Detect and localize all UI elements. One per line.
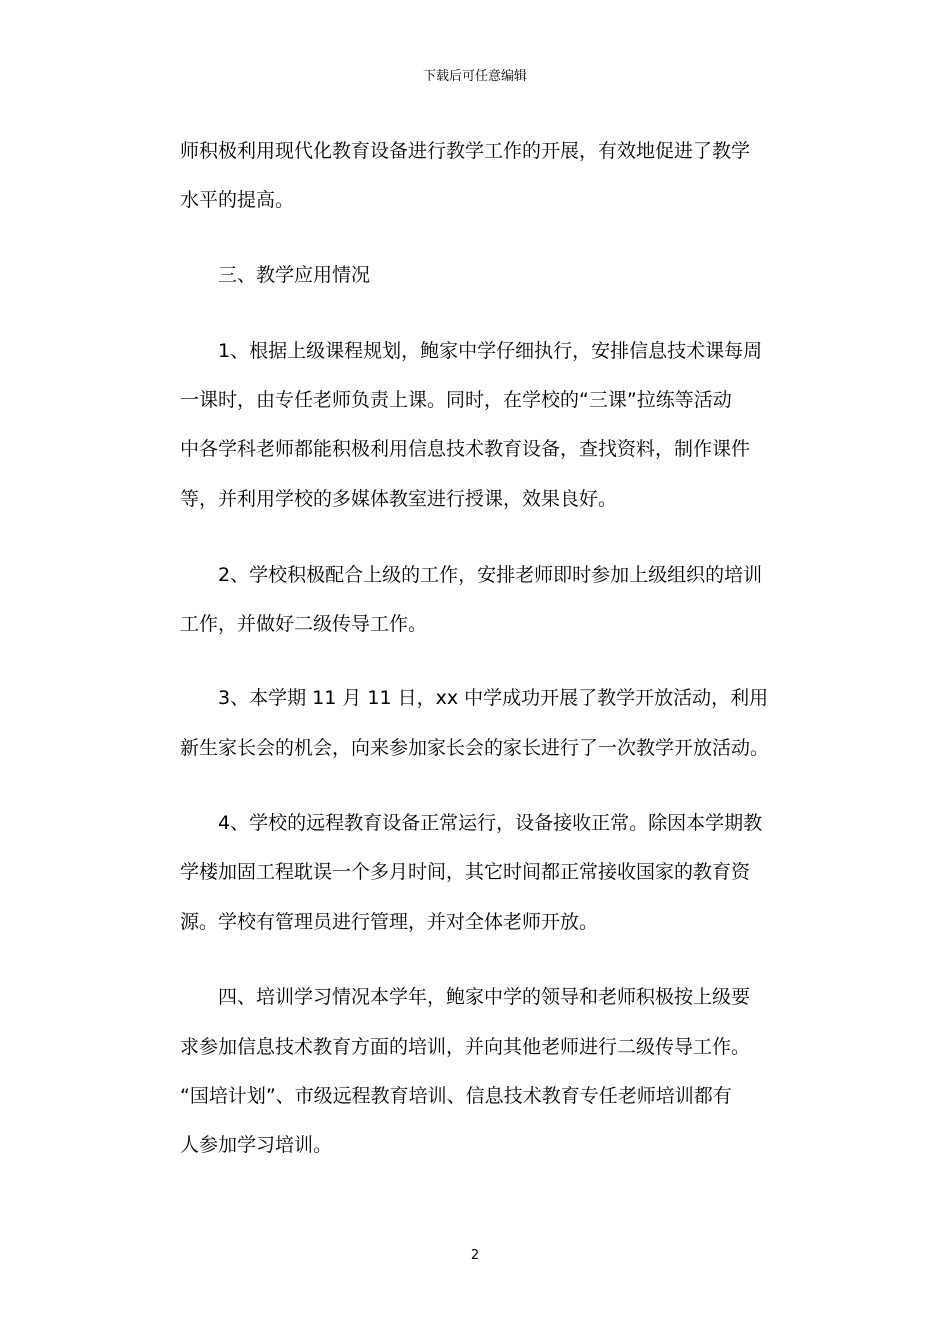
body-line: 2、学校积极配合上级的工作，安排老师即时参加上级组织的培训: [218, 564, 763, 586]
body-line: 等，并利用学校的多媒体教室进行授课，效果良好。: [180, 488, 618, 510]
body-line: 人参加学习培训。: [180, 1134, 333, 1156]
body-line: 4、学校的远程教育设备正常运行，设备接收正常。除因本学期教: [218, 812, 763, 834]
page-number: 2: [470, 1248, 480, 1263]
body-line: 师积极利用现代化教育设备进行教学工作的开展，有效地促进了教学: [180, 140, 751, 162]
body-line: 新生家长会的机会，向来参加家长会的家长进行了一次教学开放活动。: [180, 737, 770, 759]
body-line: 求参加信息技术教育方面的培训，并向其他老师进行二级传导工作。: [180, 1036, 751, 1058]
body-line: 学楼加固工程耽误一个多月时间，其它时间都正常接收国家的教育资: [180, 861, 751, 883]
body-line: 工作，并做好二级传导工作。: [180, 613, 428, 635]
body-line: 1、根据上级课程规划，鲍家中学仔细执行，安排信息技术课每周: [218, 340, 763, 362]
section-heading: 三、教学应用情况: [218, 264, 371, 286]
body-line: 3、本学期 11 月 11 日，xx 中学成功开展了教学开放活动，利用: [218, 687, 769, 709]
section-heading: 四、培训学习情况本学年，鲍家中学的领导和老师积极按上级要: [218, 986, 751, 1008]
body-line: 水平的提高。: [180, 189, 295, 211]
body-line: 源。学校有管理员进行管理，并对全体老师开放。: [180, 911, 599, 933]
body-line: 中各学科老师都能积极利用信息技术教育设备，查找资料，制作课件: [180, 438, 751, 460]
page-header: 下载后可任意编辑: [422, 69, 527, 84]
body-line: 一课时，由专任老师负责上课。同时，在学校的“三课”拉练等活动: [180, 389, 732, 411]
body-line: “国培计划”、市级远程教育培训、信息技术教育专任老师培训都有: [180, 1085, 732, 1107]
